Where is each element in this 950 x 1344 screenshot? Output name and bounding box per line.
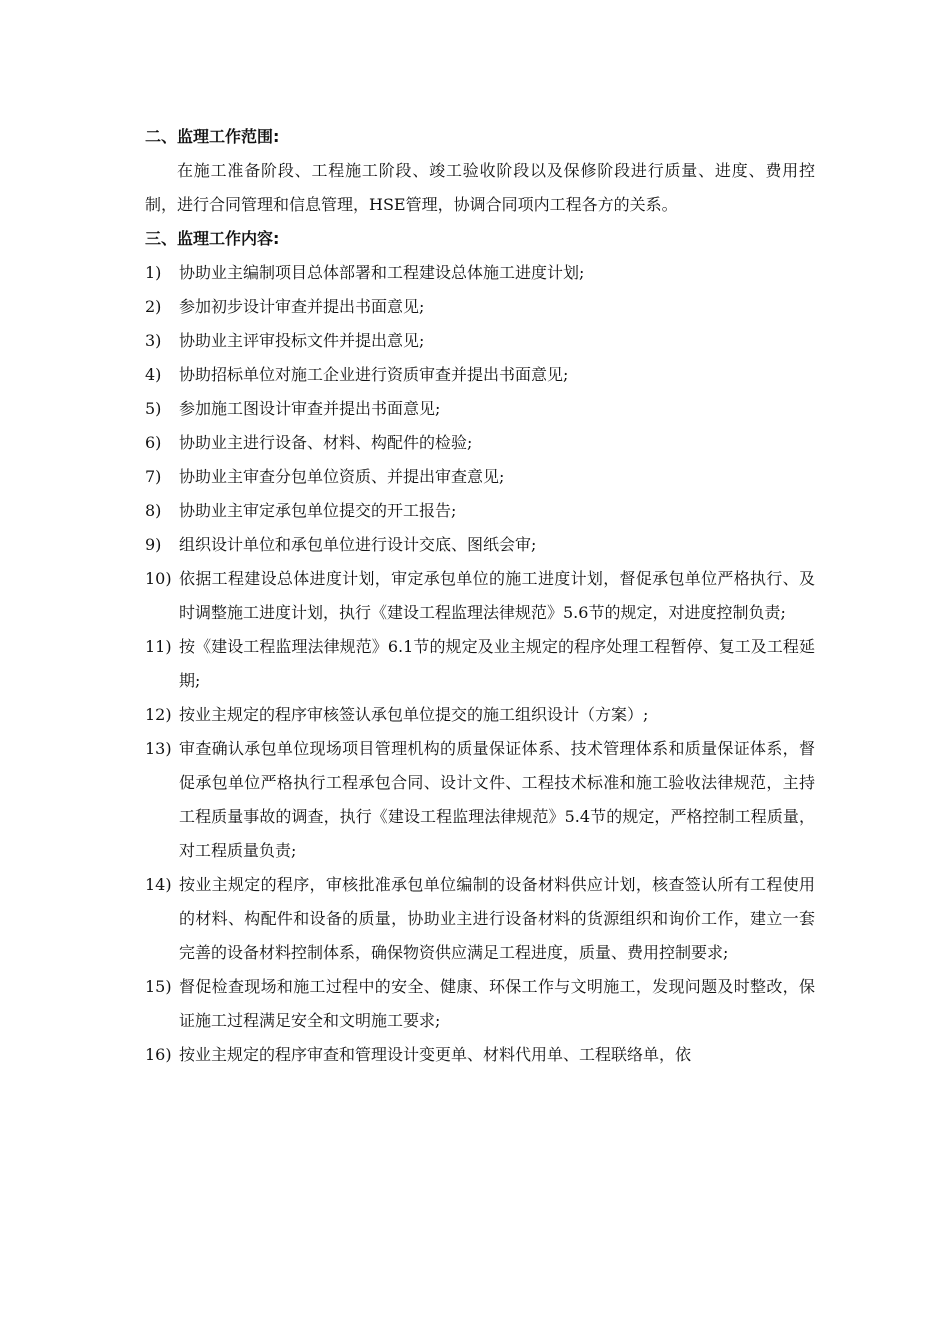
list-item [145,868,815,970]
list-item-text: 按业主规定的程序审核签认承包单位提交的施工组织设计（方案）; [179,705,649,724]
list-item [145,426,815,460]
list-item [145,460,815,494]
list-item [145,562,815,630]
list-item-text: 组织设计单位和承包单位进行设计交底、图纸会审; [179,535,537,554]
list-item-text: 按业主规定的程序审查和管理设计变更单、材料代用单、工程联络单，依 [179,1045,692,1064]
list-item-number: 10) [145,569,172,588]
list-item-number: 11) [145,637,172,656]
scope-paragraph: 在施工准备阶段、工程施工阶段、竣工验收阶段以及保修阶段进行质量、进度、费用控制，进行合同管理和信息管理，HSE管理，协调合同项内工程各方的关系。 [145,161,815,214]
list-item-number: 16) [145,1045,172,1064]
list-item [145,732,815,868]
list-item-number: 6) [145,433,162,452]
section-heading-content: 三、监理工作内容: [145,229,280,248]
list-item [145,392,815,426]
list-item-number: 1) [145,263,162,282]
work-content-list [145,256,815,1072]
list-item [145,324,815,358]
list-item-text: 协助业主进行设备、材料、构配件的检验; [179,433,473,452]
list-item-text: 协助业主审定承包单位提交的开工报告; [179,501,457,520]
list-item-number: 12) [145,705,172,724]
list-item-text: 协助业主评审投标文件并提出意见; [179,331,425,350]
list-item [145,1038,815,1072]
list-item-text: 参加初步设计审查并提出书面意见; [179,297,425,316]
list-item-text: 参加施工图设计审查并提出书面意见; [179,399,441,418]
list-item [145,290,815,324]
list-item-number: 14) [145,875,172,894]
section-heading-scope: 二、监理工作范围: [145,127,280,146]
list-item-number: 2) [145,297,162,316]
list-item-number: 4) [145,365,162,384]
list-item-text: 协助业主编制项目总体部署和工程建设总体施工进度计划; [179,263,585,282]
document-body [145,120,815,1072]
list-item [145,970,815,1038]
list-item-number: 3) [145,331,162,350]
list-item [145,256,815,290]
list-item-number: 8) [145,501,162,520]
list-item-text: 督促检查现场和施工过程中的安全、健康、环保工作与文明施工，发现问题及时整改，保证施工过程满足安全和文明施工要求; [179,977,815,1030]
list-item [145,528,815,562]
list-item-number: 15) [145,977,172,996]
list-item [145,494,815,528]
list-item [145,358,815,392]
list-item-text: 依据工程建设总体进度计划，审定承包单位的施工进度计划，督促承包单位严格执行、及时调整施工进度计划，执行《建设工程监理法律规范》5.6节的规定，对进度控制负责; [179,569,815,622]
list-item-number: 7) [145,467,162,486]
list-item-text: 协助业主审查分包单位资质、并提出审查意见; [179,467,505,486]
list-item-number: 9) [145,535,162,554]
list-item-text: 按业主规定的程序，审核批准承包单位编制的设备材料供应计划，核查签认所有工程使用的材料、构配件和设备的质量，协助业主进行设备材料的货源组织和询价工作，建立一套完善的设备材料控制体系，确保物资供应满足工程进度，质量、费用控制要求; [179,875,815,962]
list-item [145,698,815,732]
list-item-text: 按《建设工程监理法律规范》6.1节的规定及业主规定的程序处理工程暂停、复工及工程延期; [179,637,815,690]
list-item [145,630,815,698]
list-item-text: 协助招标单位对施工企业进行资质审查并提出书面意见; [179,365,569,384]
list-item-number: 5) [145,399,162,418]
list-item-number: 13) [145,739,172,758]
list-item-text: 审查确认承包单位现场项目管理机构的质量保证体系、技术管理体系和质量保证体系，督促承包单位严格执行工程承包合同、设计文件、工程技术标准和施工验收法律规范，主持工程质量事故的调查，执行《建设工程监理法律规范》5.4节的规定，严格控制工程质量，对工程质量负责; [179,739,815,860]
